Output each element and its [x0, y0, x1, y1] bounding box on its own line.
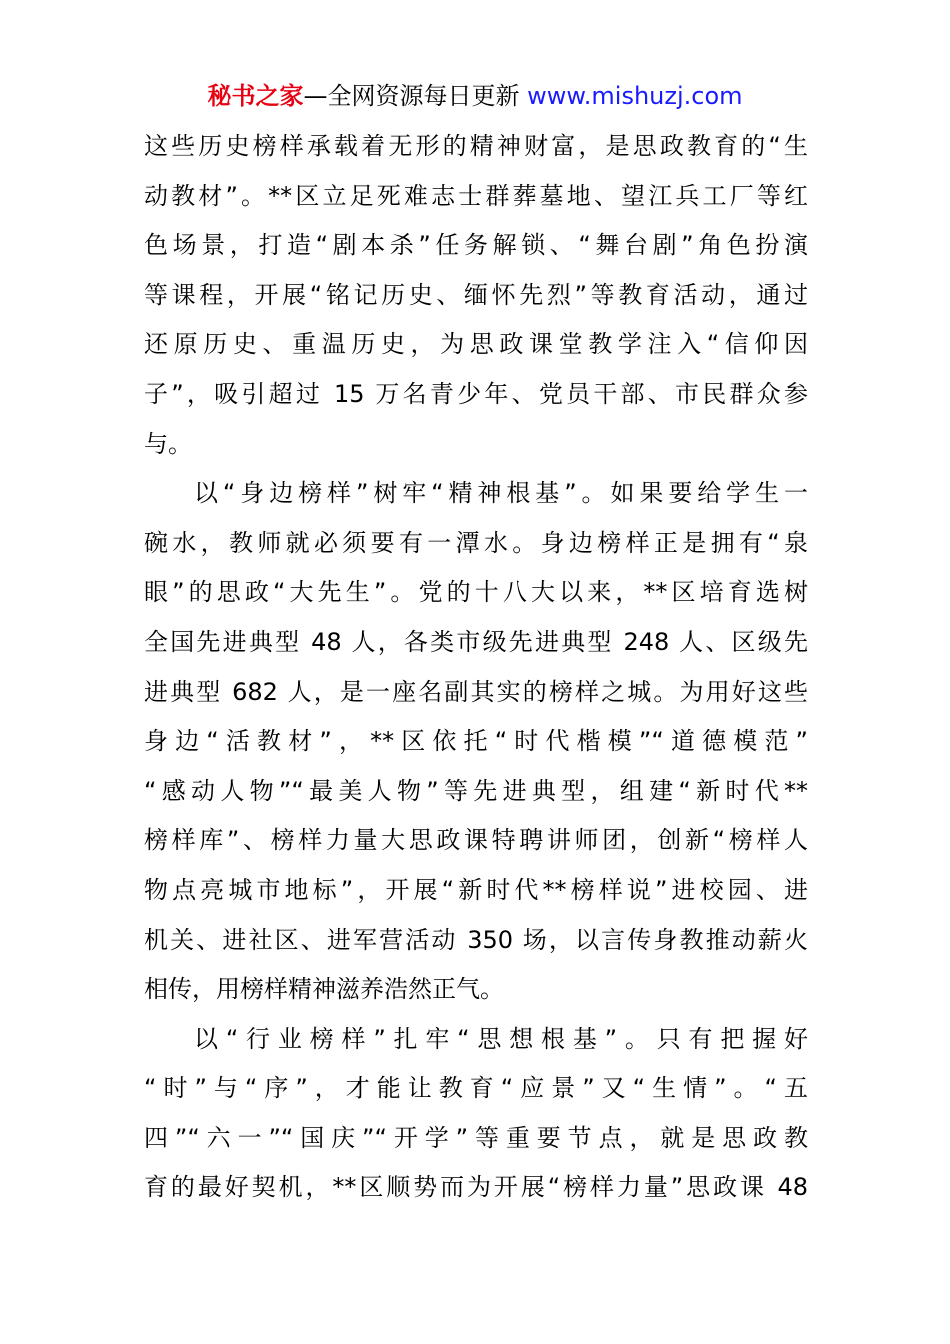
text-line: 榜样库”、榜样力量大思政课特聘讲师团，创新“榜样人: [144, 826, 808, 855]
document-body: [144, 122, 808, 1213]
text-line: 眼”的思政“大先生”。党的十八大以来，**区培育选树: [144, 578, 808, 607]
text-line: 色场景，打造“剧本杀”任务解锁、“舞台剧”角色扮演: [144, 231, 808, 260]
text-line: “时”与“序”，才能让教育“应景”又“生情”。“五: [144, 1074, 808, 1103]
text-line: “感动人物”“最美人物”等先进典型，组建“新时代**: [144, 776, 808, 805]
header-slogan: —全网资源每日更新: [303, 82, 520, 110]
text-line: 全国先进典型 48 人，各类市级先进典型 248 人、区级先: [144, 627, 808, 656]
text-line: 动教材”。**区立足死难志士群葬墓地、望江兵工厂等红: [144, 181, 808, 210]
paragraph: [144, 122, 808, 469]
paragraph: [144, 1015, 808, 1213]
text-line: 物点亮城市地标”，开展“新时代**榜样说”进校园、进: [144, 875, 808, 904]
text-line: 四”“六一”“国庆”“开学”等重要节点，就是思政教: [144, 1123, 808, 1152]
text-line: 身边“活教材”，**区依托“时代楷模”“道德模范”: [144, 727, 808, 756]
text-line: 相传，用榜样精神滋养浩然正气。: [144, 975, 504, 1004]
paragraph: [144, 469, 808, 1015]
text-line: 育的最好契机，**区顺势而为开展“榜样力量”思政课 48: [144, 1173, 808, 1202]
text-line: 子”，吸引超过 15 万名青少年、党员干部、市民群众参: [144, 379, 808, 408]
text-line: 碗水，教师就必须要有一潭水。身边榜样正是拥有“泉: [144, 528, 808, 557]
text-line: 还原历史、重温历史，为思政课堂教学注入“信仰因: [144, 330, 808, 359]
site-url-link[interactable]: www.mishuzj.com: [527, 82, 743, 110]
text-line: 这些历史榜样承载着无形的精神财富，是思政教育的“生: [144, 132, 808, 160]
text-line: 以“行业榜样”扎牢“思想根基”。只有把握好: [194, 1024, 808, 1053]
text-line: 与。: [144, 429, 192, 458]
text-line: 机关、进社区、进军营活动 350 场，以言传身教推动薪火: [144, 925, 808, 954]
text-line: 等课程，开展“铭记历史、缅怀先烈”等教育活动，通过: [144, 280, 808, 309]
site-header: [0, 80, 950, 112]
text-line: 进典型 682 人，是一座名副其实的榜样之城。为用好这些: [144, 677, 808, 706]
text-line: 以“身边榜样”树牢“精神根基”。如果要给学生一: [194, 479, 808, 508]
brand-name: 秘书之家: [207, 82, 304, 110]
